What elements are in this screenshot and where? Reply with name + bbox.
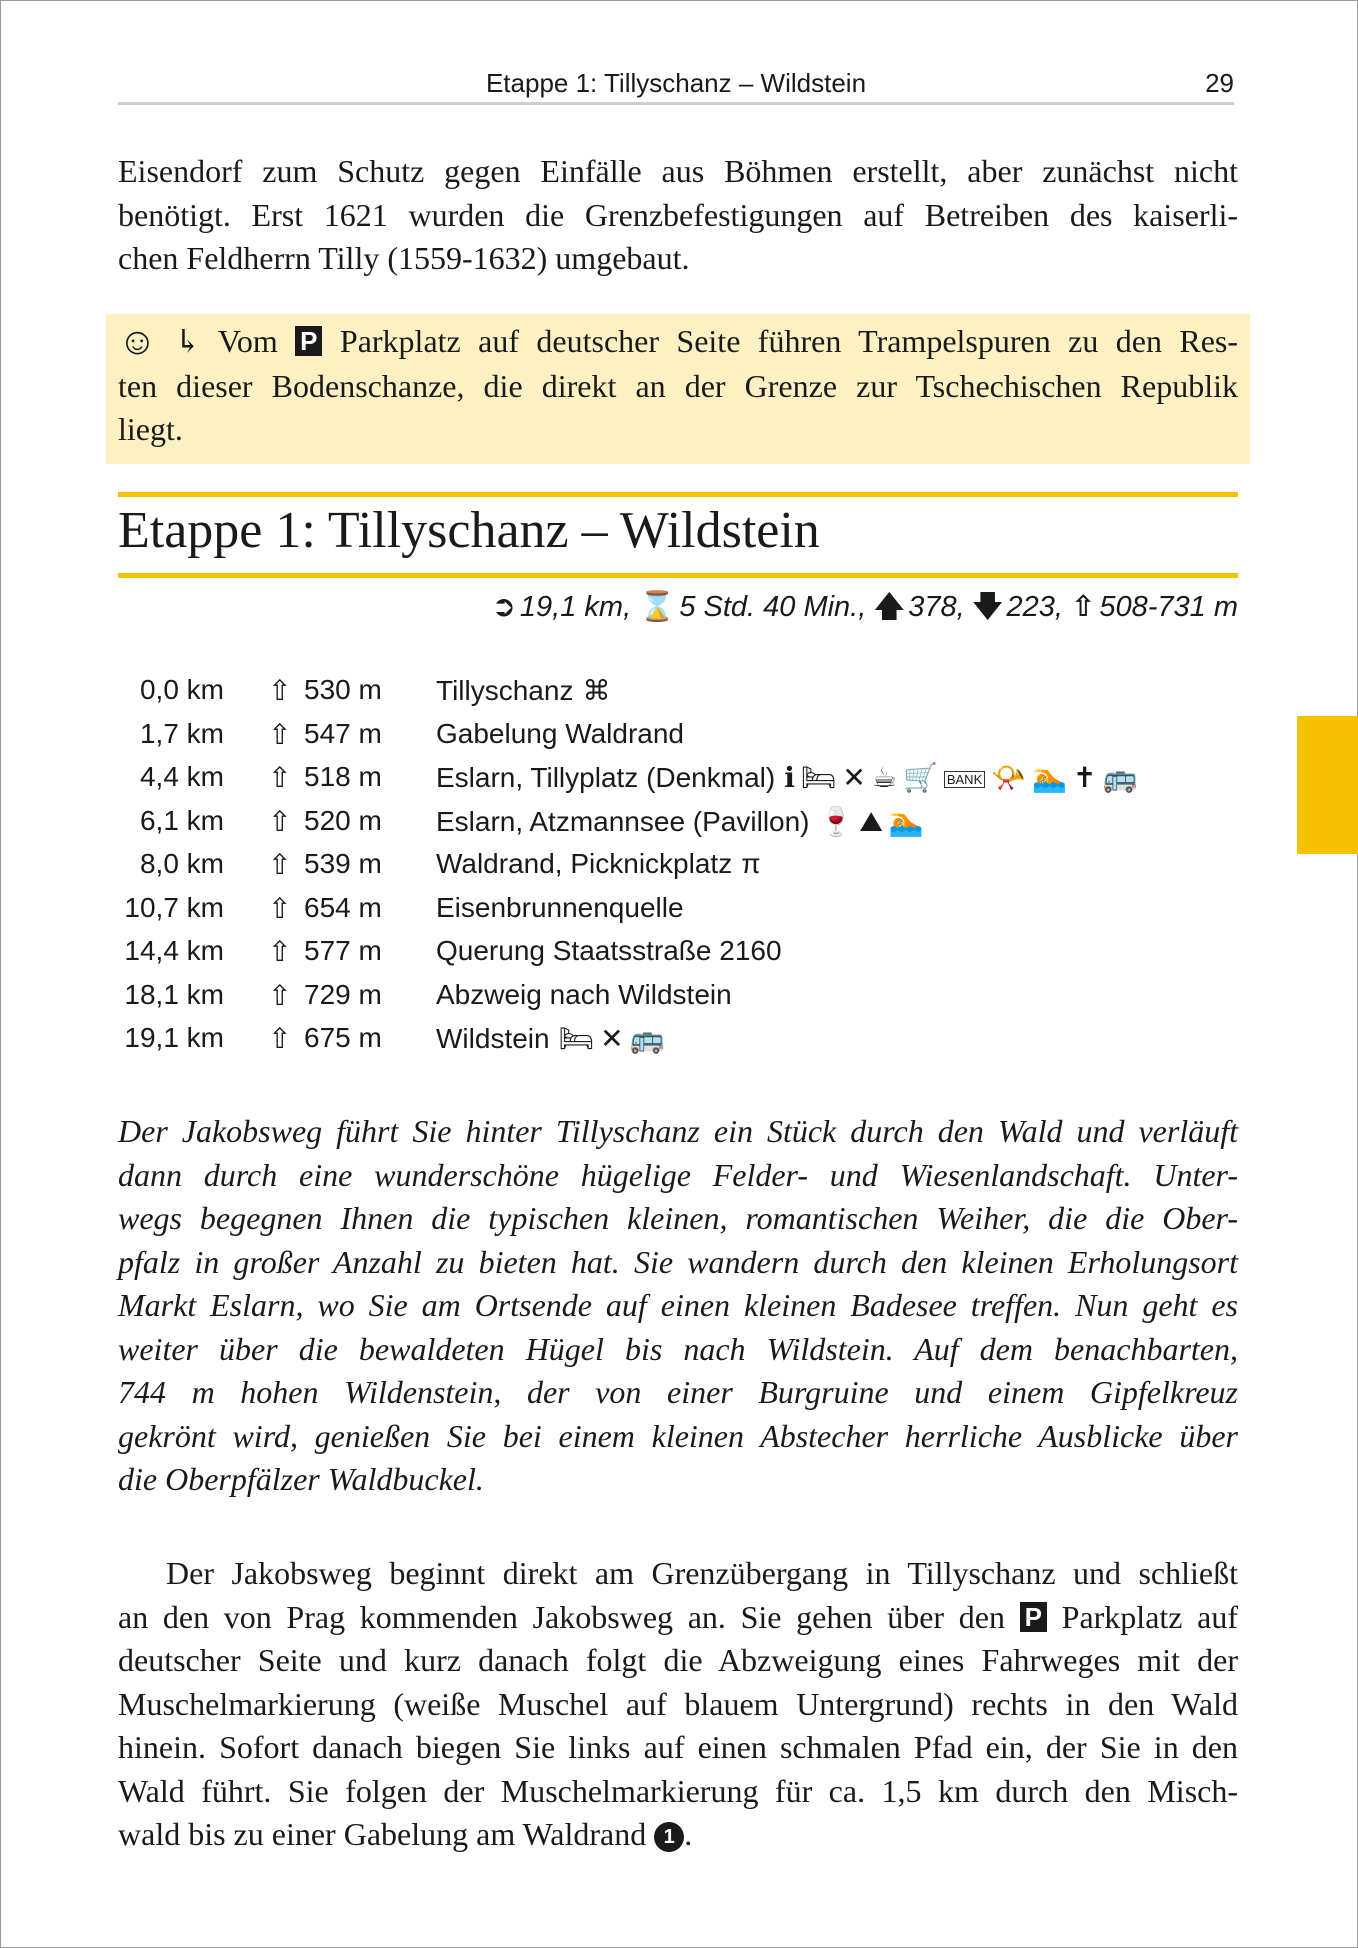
text-line: deutscher Seite und kurz danach folgt die Abzweigung eines Fahrweges mit der <box>118 1642 1238 1678</box>
text-line: chen Feldherrn Tilly (1559-1632) umgebaut. <box>118 240 690 276</box>
body-line1: Der Jakobsweg beginnt direkt am Grenzübergang in Tillyschanz und schließt <box>166 1555 1238 1591</box>
facility-icon: 📯 <box>991 762 1027 793</box>
text-line: 744 m hohen Wildenstein, der von einer Burgruine und einem Gipfelkreuz <box>118 1374 1238 1410</box>
page-number: 29 <box>1205 68 1234 98</box>
altitude-icon: ⇧ <box>268 892 292 924</box>
route-altitude: 539 m <box>304 848 382 879</box>
descent-icon: 🡇 <box>972 591 1003 623</box>
facility-icon: 🛏 <box>558 1023 595 1054</box>
summary-paragraph <box>118 1110 1238 1502</box>
text-line: Wald führt. Sie folgen der Muschelmarkierung für ca. 1,5 km durch den Misch- <box>118 1772 1238 1809</box>
route-facility-icons <box>816 805 927 839</box>
stat-distance: 19,1 km, <box>519 591 632 623</box>
distance-icon: ➲ <box>491 591 516 623</box>
text-line: gekrönt wird, genießen Sie bei einem kleinen Abstecher herrliche Ausblicke über <box>118 1417 1238 1454</box>
facility-icon: 🛒 <box>902 762 938 793</box>
altitude-icon: ⇧ <box>268 762 292 793</box>
route-altitude: 729 m <box>304 978 382 1010</box>
tip-vom: Vom <box>217 323 278 359</box>
route-place: Eslarn, Tillyplatz (Denkmal) ℹ 🛏 ✕ ☕ 🛒 BANK 📯 🏊 ✝ 🚌 <box>436 761 1140 794</box>
text-line <box>118 1813 1238 1857</box>
stat-ascent: 378, <box>908 591 965 623</box>
route-km: 18,1 km <box>124 978 224 1010</box>
text-line: die Oberpfälzer Waldbuckel. <box>118 1461 484 1497</box>
route-row <box>118 1022 1258 1065</box>
route-facility-icons <box>579 674 613 707</box>
text-line: hinein. Sofort danach biegen Sie links auf einen schmalen Pfad ein, der Sie in den <box>118 1729 1238 1765</box>
route-row <box>118 935 1258 978</box>
facility-icon: ⛰ <box>859 805 883 837</box>
facility-icon: 🚌 <box>629 1023 665 1054</box>
route-row <box>118 805 1258 848</box>
route-place: Eisenbrunnenquelle <box>436 891 684 923</box>
tip-paragraph <box>118 320 1238 452</box>
text-line: weiter über die bewaldeten Hügel bis nach Wildstein. Auf dem benachbarten, <box>118 1330 1238 1367</box>
arrow-icon: ↳ <box>174 323 202 359</box>
text-line: pfalz in großer Anzahl zu bieten hat. Sie wandern durch den kleinen Erholungsort <box>118 1243 1238 1280</box>
route-row <box>118 674 1258 717</box>
facility-icon: 🛏 <box>800 762 837 793</box>
route-altitude: 675 m <box>304 1022 382 1053</box>
stage-stats <box>492 586 1238 635</box>
ascent-icon: 🡅 <box>874 591 905 623</box>
route-place: Gabelung Waldrand <box>436 717 685 749</box>
facility-icon: 🏊 <box>888 805 924 837</box>
facility-icon: π <box>741 848 761 879</box>
waypoint-1-icon: 1 <box>654 1822 684 1852</box>
route-km: 1,7 km <box>139 717 224 749</box>
body-line7b: . <box>684 1816 693 1852</box>
tip-line1: Parkplatz auf deutscher Seite führen Trampelspuren zu den Res- <box>339 323 1239 359</box>
altitude-icon: ⇧ <box>268 675 292 706</box>
route-altitude: 520 m <box>304 804 382 836</box>
text-line: Der Jakobsweg führt Sie hinter Tillyschanz ein Stück durch den Wald und verläuft <box>118 1113 1238 1149</box>
facility-icon: BANK <box>944 771 985 788</box>
stat-time: 5 Std. 40 Min., <box>679 591 867 623</box>
altitude-icon: ⇧ <box>268 849 292 880</box>
facility-icon: ✕ <box>842 762 866 793</box>
body-line2a: an den von Prag kommenden Jakobsweg an. Sie gehen über den <box>118 1598 1005 1635</box>
stat-descent: 223, <box>1006 591 1063 623</box>
route-place: Querung Staatsstraße 2160 <box>436 935 782 966</box>
route-km: 19,1 km <box>124 1022 224 1053</box>
facility-icon: ℹ <box>784 762 795 793</box>
text-line <box>118 1552 1238 1596</box>
altitude-icon: ⇧ <box>268 979 292 1011</box>
altitude-icon: ⇧ <box>268 1023 292 1054</box>
route-facility-icons <box>781 761 1140 794</box>
facility-icon: 🚌 <box>1102 762 1138 793</box>
route-place: Eslarn, Atzmannsee (Pavillon) 🍷 ⛰ 🏊 <box>436 805 927 839</box>
section-heading-block <box>118 492 1238 578</box>
route-altitude: 577 m <box>304 935 382 966</box>
running-header <box>118 62 1234 105</box>
hourglass-icon: ⌛ <box>639 591 676 623</box>
route-km: 6,1 km <box>139 804 224 836</box>
facility-icon: ☕ <box>871 762 897 793</box>
parking-icon: P <box>1020 1602 1047 1632</box>
route-altitude: 547 m <box>304 717 382 749</box>
route-row <box>118 892 1258 935</box>
route-km: 10,7 km <box>124 891 224 923</box>
facility-icon: 🏊 <box>1032 762 1067 793</box>
route-km: 0,0 km <box>139 674 224 705</box>
body-line2b: Parkplatz auf <box>1061 1598 1239 1635</box>
route-row <box>118 718 1258 761</box>
altitude-icon: ⇧ <box>268 805 292 837</box>
route-row <box>118 979 1258 1022</box>
text-line: liegt. <box>118 411 183 447</box>
route-km: 8,0 km <box>139 848 224 879</box>
chapter-tab <box>1297 716 1358 854</box>
text-line: dann durch eine wunderschöne hügelige Felder- und Wiesenlandschaft. Unter- <box>118 1156 1238 1193</box>
route-place: Wildstein 🛏 ✕ 🚌 <box>436 1022 667 1055</box>
text-line: wegs begegnen Ihnen die typischen kleinen, romantischen Weiher, die die Ober- <box>118 1200 1238 1236</box>
altitude-icon: ⇧ <box>268 718 292 750</box>
text-line: benötigt. Erst 1621 wurden die Grenzbefestigungen auf Betreiben des kaiserli- <box>118 196 1238 233</box>
text-line: Eisendorf zum Schutz gegen Einfälle aus Böhmen erstellt, aber zunächst nicht <box>118 153 1238 189</box>
section-title: Etappe 1: Tillyschanz – Wildstein <box>118 502 820 559</box>
route-facility-icons <box>556 1022 668 1055</box>
stat-altitude: 508-731 m <box>1099 591 1238 623</box>
running-title: Etappe 1: Tillyschanz – Wildstein <box>485 68 867 98</box>
text-line <box>118 1596 1238 1640</box>
facility-icon: ✕ <box>600 1023 624 1054</box>
parking-icon: P <box>295 326 322 356</box>
route-altitude: 530 m <box>304 674 382 705</box>
route-row <box>118 761 1258 804</box>
body-paragraph <box>118 1552 1238 1857</box>
altitude-icon: ⇧ <box>268 936 292 967</box>
route-place: Abzweig nach Wildstein <box>436 978 732 1010</box>
route-facility-icons <box>738 848 763 880</box>
text-line: Muschelmarkierung (weiße Muschel auf blauem Untergrund) rechts in den Wald <box>118 1685 1238 1722</box>
route-altitude: 654 m <box>304 891 382 923</box>
route-place: Waldrand, Picknickplatz π <box>436 848 764 880</box>
altitude-icon: ⇧ <box>1071 591 1096 623</box>
smiley-icon: ☺ <box>118 321 157 363</box>
intro-paragraph <box>118 150 1238 281</box>
route-km: 14,4 km <box>124 935 224 966</box>
text-line: Markt Eslarn, wo Sie am Ortsende auf einen kleinen Badesee treffen. Nun geht es <box>118 1287 1238 1323</box>
facility-icon: ⌘ <box>582 675 611 706</box>
body-line7a: wald bis zu einer Gabelung am Waldrand <box>118 1816 647 1852</box>
route-row <box>118 848 1258 891</box>
text-line: ten dieser Bodenschanze, die direkt an der Grenze zur Tschechischen Republik <box>118 367 1238 404</box>
facility-icon: 🍷 <box>818 805 854 837</box>
route-place: Tillyschanz ⌘ <box>436 674 613 707</box>
route-km: 4,4 km <box>139 761 224 792</box>
facility-icon: ✝ <box>1073 762 1097 793</box>
route-altitude: 518 m <box>304 761 382 792</box>
text-line <box>118 320 1238 365</box>
